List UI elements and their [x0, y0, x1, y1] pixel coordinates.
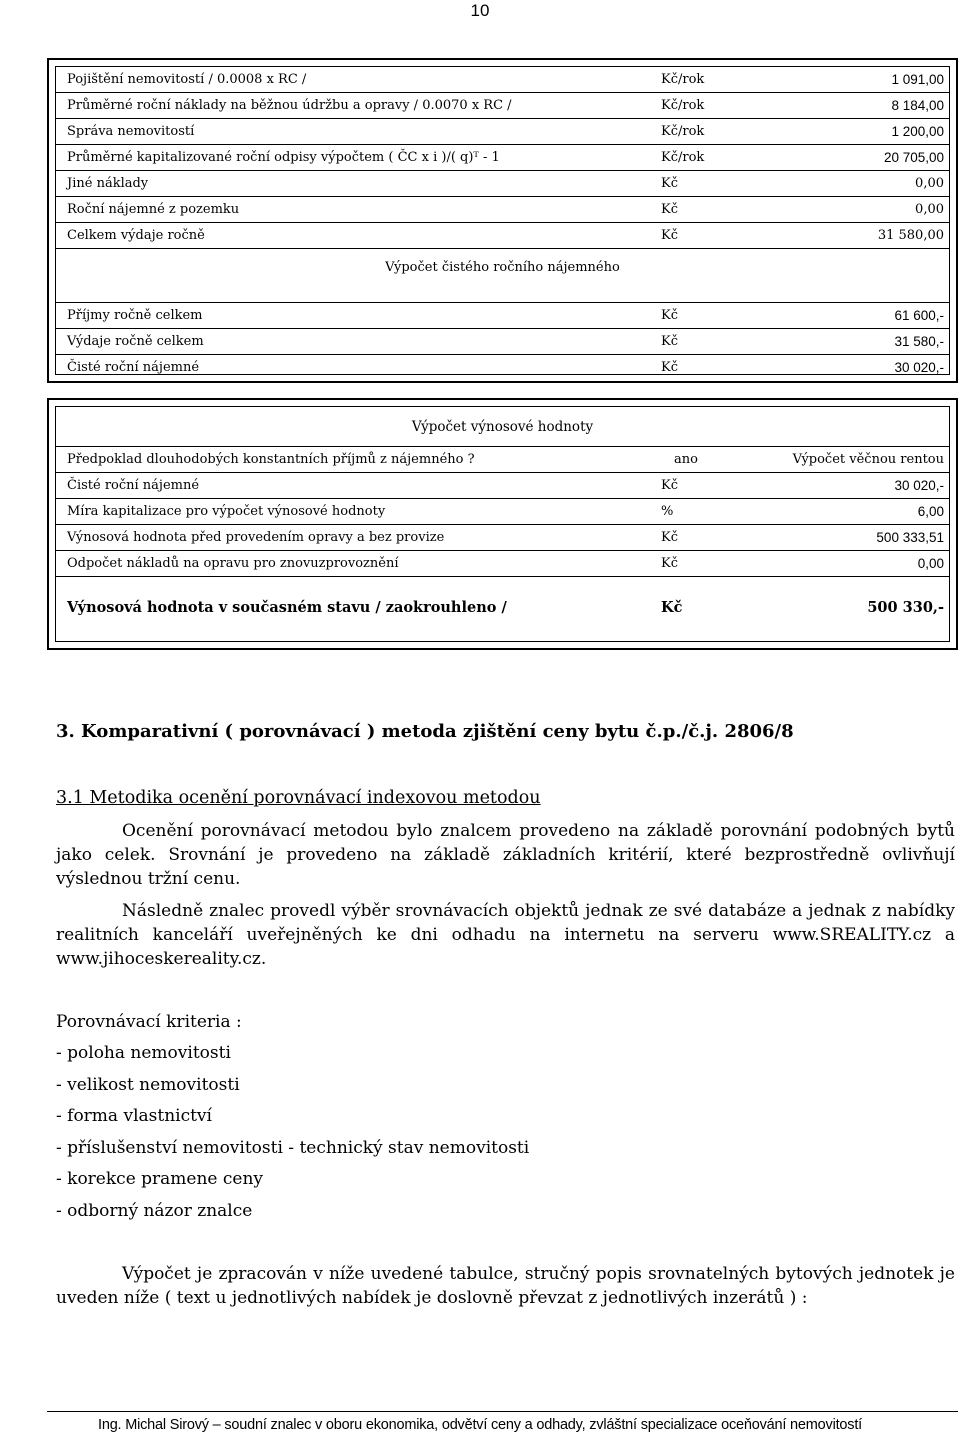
costs-table: [47, 58, 958, 383]
subtitle-divider: [56, 302, 949, 303]
paragraph-calculation: [56, 1262, 955, 1310]
row-value: 0,00: [917, 556, 944, 571]
cost-row: [56, 171, 949, 197]
paragraph-method: [56, 819, 955, 891]
row-label: Čisté roční nájemné: [67, 360, 200, 375]
row-unit: Kč: [661, 228, 678, 243]
net-rent-row: [56, 355, 949, 381]
row-label: Míra kapitalizace pro výpočet výnosové hodnoty: [67, 504, 386, 519]
yield-table-inner: [55, 406, 950, 642]
yield-row: [56, 525, 949, 551]
row-label: Výnosová hodnota v současném stavu / zaokrouhleno /: [67, 599, 507, 616]
net-rent-subtitle: Výpočet čistého ročního nájemného: [385, 260, 620, 275]
cost-row: [56, 145, 949, 171]
criteria-item: - odborný názor znalce: [56, 1200, 253, 1221]
paragraph-selection-text: Následně znalec provedl výběr srovnávacích objektů jednak ze své databáze a jednak z nabídky realitních kanceláří uveřejněných ke dni odhadu na internetu na serveru www.SREALITY.cz a www.jihoceskereality.cz.: [56, 901, 955, 969]
row-value: 31 580,00: [877, 228, 944, 243]
row-unit: Kč: [661, 360, 678, 375]
row-value: 500 330,-: [867, 599, 944, 616]
row-label: Výnosová hodnota před provedením opravy a bez provize: [67, 530, 445, 545]
cost-row: [56, 67, 949, 93]
row-label: Celkem výdaje ročně: [67, 228, 205, 243]
row-value: 1 200,00: [891, 124, 944, 139]
cost-row: [56, 93, 949, 119]
row-label: Předpoklad dlouhodobých konstantních příjmů z nájemného ?: [67, 452, 475, 467]
paragraph-method-text: Ocenění porovnávací metodou bylo znalcem provedeno na základě porovnání podobných bytů jako celek. Srovnání je provedeno na základě základních kritérií, které bezprostředně ovlivňují výslednou tržní cenu.: [56, 821, 955, 889]
yield-table: [47, 398, 958, 650]
row-label: Pojištění nemovitostí / 0.0008 x RC /: [67, 72, 307, 87]
row-unit: Kč: [661, 478, 678, 493]
row-label: Jiné náklady: [67, 176, 149, 191]
row-label: Správa nemovitostí: [67, 124, 195, 139]
row-label: Čisté roční nájemné: [67, 478, 200, 493]
row-value: 500 333,51: [876, 530, 944, 545]
costs-table-inner: [55, 66, 950, 375]
row-label: Roční nájemné z pozemku: [67, 202, 240, 217]
criteria-item: - korekce pramene ceny: [56, 1169, 264, 1189]
row-value: 0,00: [915, 176, 944, 191]
row-unit: Kč: [661, 176, 678, 191]
paragraph-calculation-text: Výpočet je zpracován v níže uvedené tabulce, stručný popis srovnatelných bytových jednotek je uveden níže ( text u jednotlivých nabídek je doslovně převzat z jednotlivých inzerátů ) :: [56, 1264, 955, 1308]
row-value: 8 184,00: [891, 98, 944, 113]
yield-result-row: [56, 577, 949, 639]
row-unit: Kč/rok: [661, 98, 705, 113]
row-unit: Kč: [661, 556, 678, 571]
cost-row: [56, 223, 949, 249]
row-unit: Kč: [661, 308, 678, 323]
row-unit: Kč/rok: [661, 150, 705, 165]
row-label: Průměrné kapitalizované roční odpisy výpočtem ( ČC x i )/( q)ᵀ - 1: [67, 150, 500, 165]
row-value: 6,00: [917, 504, 944, 519]
row-unit: ano: [674, 452, 698, 467]
section-subheading: 3.1 Metodika ocenění porovnávací indexovou metodou: [56, 788, 541, 808]
page-number: 10: [470, 1, 490, 20]
criteria-title: Porovnávací kriteria :: [56, 1012, 242, 1032]
cost-row: [56, 119, 949, 145]
row-unit: Kč: [661, 530, 678, 545]
footer-divider: [47, 1411, 958, 1412]
row-label: Průměrné roční náklady na běžnou údržbu a opravy / 0.0070 x RC /: [67, 98, 512, 113]
row-label: Výdaje ročně celkem: [67, 334, 204, 349]
yield-title: Výpočet výnosové hodnoty: [56, 407, 949, 447]
row-value: 1 091,00: [891, 72, 944, 87]
row-label: Příjmy ročně celkem: [67, 308, 203, 323]
footer: Ing. Michal Sirový – soudní znalec v oboru ekonomika, odvětví ceny a odhady, zvláštní specializace oceňování nemovitostí: [98, 1417, 862, 1433]
row-unit: Kč/rok: [661, 124, 705, 139]
row-value: 30 020,-: [894, 478, 944, 493]
row-unit: %: [661, 504, 674, 519]
row-unit: Kč: [661, 599, 683, 616]
yield-row: [56, 551, 949, 577]
yield-row: [56, 473, 949, 499]
paragraph-selection: [56, 899, 955, 971]
row-value: 30 020,-: [894, 360, 944, 375]
section-heading: 3. Komparativní ( porovnávací ) metoda zjištění ceny bytu č.p./č.j. 2806/8: [56, 721, 794, 742]
criteria-item: - poloha nemovitosti: [56, 1043, 231, 1063]
yield-row: [56, 499, 949, 525]
net-rent-row: [56, 303, 949, 329]
row-unit: Kč: [661, 202, 678, 217]
net-rent-row: [56, 329, 949, 355]
criteria-item: - forma vlastnictví: [56, 1106, 212, 1126]
row-unit: Kč/rok: [661, 72, 705, 87]
premise-row: [56, 447, 949, 473]
cost-row: [56, 197, 949, 223]
criteria-item: - příslušenství nemovitosti - technický stav nemovitosti: [56, 1137, 530, 1158]
row-label: Odpočet nákladů na opravu pro znovuzprovoznění: [67, 556, 399, 571]
criteria-item: - velikost nemovitosti: [56, 1074, 240, 1095]
row-value: Výpočet věčnou rentou: [792, 452, 944, 467]
row-value: 0,00: [915, 202, 944, 217]
row-value: 61 600,-: [894, 308, 944, 323]
row-value: 31 580,-: [894, 334, 944, 349]
row-unit: Kč: [661, 334, 678, 349]
row-value: 20 705,00: [883, 150, 944, 165]
